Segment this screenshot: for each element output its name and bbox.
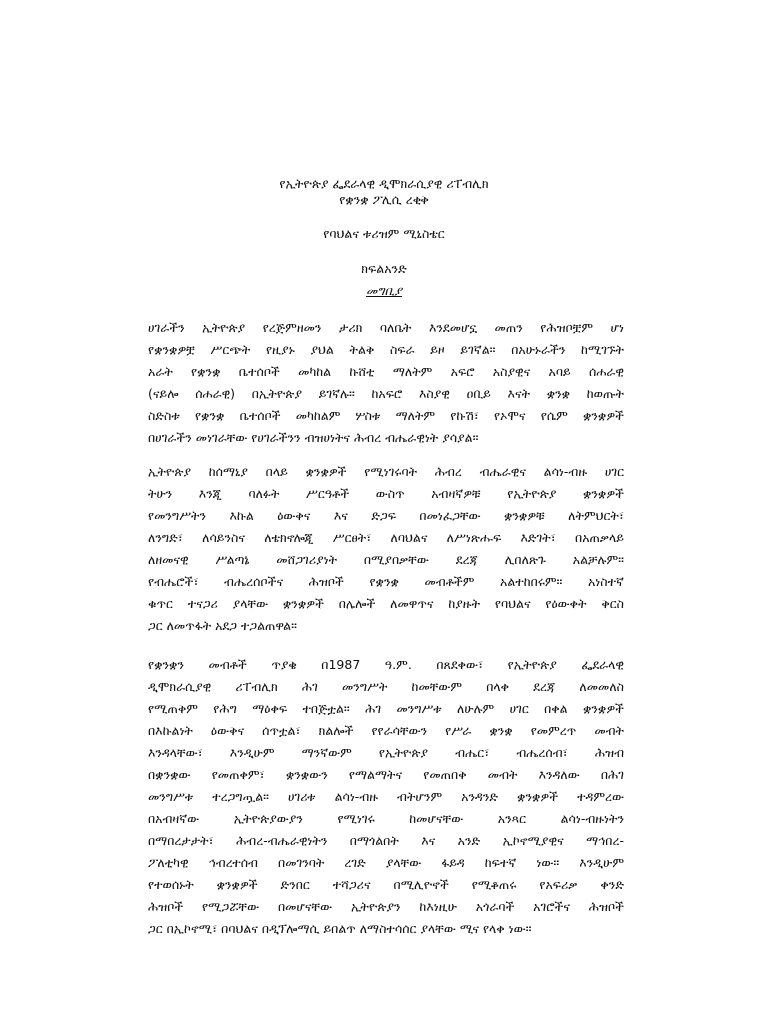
text-line: የሚጠቅም የሕግ ማዕቀፍ ተበጅቷል። ሕገ መንግሥቱ ለሁሉም ሀገር በቀል ቋንቋዎች	[148, 701, 624, 716]
text-line: ትሁን እንጂ ባለፉት ሥርዓቶች ውስጥ አብዛኛዎቹ የኢትዮጵያ ቋንቋዎች	[148, 486, 624, 501]
ministry-name: የባህልና ቱሪዝም ሚኒስቴር	[323, 226, 445, 241]
text-line: የቋንቋን መብቶች ጥያቄ በ1987 ዓ.ም. በጸደቀው፣ የኢትዮጵያ ፌደራላዊ	[148, 657, 624, 672]
text-line: ኢትዮጵያ ከሰማኒያ በላይ ቋንቋዎች የሚነገሩባት ሕብረ ብሔራዊና ልሳነ-ብዙ ሀገር	[148, 464, 624, 479]
text-line: የብሔሮች፣ ብሔረሰቦችና ሕዝቦች የቋንቋ መብቶችም አልተከበሩም። አነስተኛ	[148, 574, 624, 589]
document-title-line2: የቋንቋ ፖሊሲ ረቂቅ	[339, 192, 429, 207]
text-line: በማበረታታት፣ ሕብረ-ብሔራዊነትን በማጎልበት እና አንድ ኢኮኖሚያዊና ማኅበረ-	[148, 833, 624, 848]
text-line: የቋንቋዎቿ ሥርጭት የዚያኑ ያህል ትልቅ ስፍራ ይዞ ይገኛል። በአሁኑራችን ከሚገኙት	[148, 342, 624, 357]
text-line: (ናይሎ ሰሐራዊ) በኢትዮጵያ ይገኛሉ። ከአፍሮ እስያዊ ዐቢይ እናት ቋንቋ ከወጡት	[148, 386, 624, 401]
text-line: በእኩልነት ዕውቅና ሰጥቷል፣ ክልሎች የየራሳቸውን የሥራ ቋንቋ የመምረጥ መብት	[148, 723, 624, 738]
text-line: የተወሰኑት ቋንቋዎች ድንበር ተሻጋሪና በሚሊዮኖች የሚቆጠሩ የአፍሪቃ ቀንድ	[148, 877, 624, 892]
text-line: ለንግድ፣ ለሳይንስና ለቴክኖሎጂ ሥርፀት፣ ለባህልና ለሥነጽሑፍ እድገት፣ በአጠቃላይ	[148, 530, 624, 545]
text-line: እንዳላቸው፣ እንዲሁም ማንኛውም የኢትዮጵያ ብሔር፣ ብሔረሰብ፣ ሕዝብ	[148, 745, 624, 760]
text-line: አራት የቋንቋ ቤተሰቦች መካከል ኩሸቲ ማለትም አፍሮ አስያዊና አባይ ሰሐራዊ	[148, 364, 624, 379]
text-line: በአብዛኛው ኢትዮጵያውያን የሚነገሩ ከመሆናቸው አንጻር ልሳነ-ብዙነትን	[148, 811, 624, 826]
paragraph-3	[148, 654, 624, 940]
text-line: ፖለቲካዊ ኅብረተሰብ በመገንባት ረገድ ያላቸው ፋይዳ ከፍተኛ ነው። እንዲሁም	[148, 855, 624, 870]
text-line: ጋር ለመጥፋት አደጋ ተጋልጠዋል።	[148, 618, 297, 633]
paragraph-1	[148, 317, 624, 449]
text-line: ለዘመናዊ ሥልጣኔ መሸጋገሪያነት በሚያበቃቸው ደረጃ ሊበለጽጉ አልቻሉም።	[148, 552, 624, 567]
text-line: ሀገራችን ኢትዮጵያ የረጅምዘመን ታሪክ ባለቤት እንደመሆኗ መጠን የሕዝቦቿም ሆነ	[148, 320, 624, 335]
paragraph-2	[148, 461, 624, 637]
text-line: ዲሞክራሲያዊ ሪፐብሊክ ሕገ መንግሥት ከመቸውም በላቀ ደረጃ ለመመለስ	[148, 679, 624, 694]
text-line: ጋር በኢኮኖሚ፣ በባህልና በዲፕሎማሲ ይበልጥ ለማስተሳሰር ያላቸው ሚና የላቀ ነው።	[148, 921, 532, 936]
part-heading: ክፍልአንድ	[361, 261, 407, 276]
document-title-line1: የኢትዮጵያ ፌደራላዊ ዲሞክራሲያዊ ሪፐብሊክ	[279, 176, 489, 191]
text-line: ስድስቱ የቋንቋ ቤተሰቦች መካከልም ሦስቱ ማለትም የኩሽ፣ የኦሞና የሴም ቋንቋዎች	[148, 408, 624, 423]
text-line: በቋንቋው የመጠቀም፣ ቋንቋውን የማልማትና የመጠበቅ መብት እንዳለው በሕገ	[148, 767, 624, 782]
text-line: ሕዝቦች የሚጋሯቸው በመሆናቸው ኢትዮጵያን ከእነዚሁ አጎራባች አገሮችና ሕዝቦች	[148, 899, 624, 914]
text-line: መንግሥቱ ተረጋግጧል። ሀገሪቱ ልሳነ-ብዙ ብትሆንም አንዳንድ ቋንቋዎች ተዳምረው	[148, 789, 624, 804]
text-line: የመንግሥትን እኩል ዕውቅና እና ድጋፍ በመነፈጋቸው ቋንቋዎቹ ለትምህርት፣	[148, 508, 624, 523]
section-heading: መግቢያ	[366, 283, 402, 298]
text-line: በሀገራችን መነገራቸው የሀገራችንን ብዝሀነትና ሕብረ ብሔራዊነት ያሳያል።	[148, 430, 479, 445]
text-line: ቁጥር ተናጋሪ ያላቸው ቋንቋዎች በሌሎች ለመዋጥና ከያዙት የባህልና የዕውቀት ቅርስ	[148, 596, 624, 611]
